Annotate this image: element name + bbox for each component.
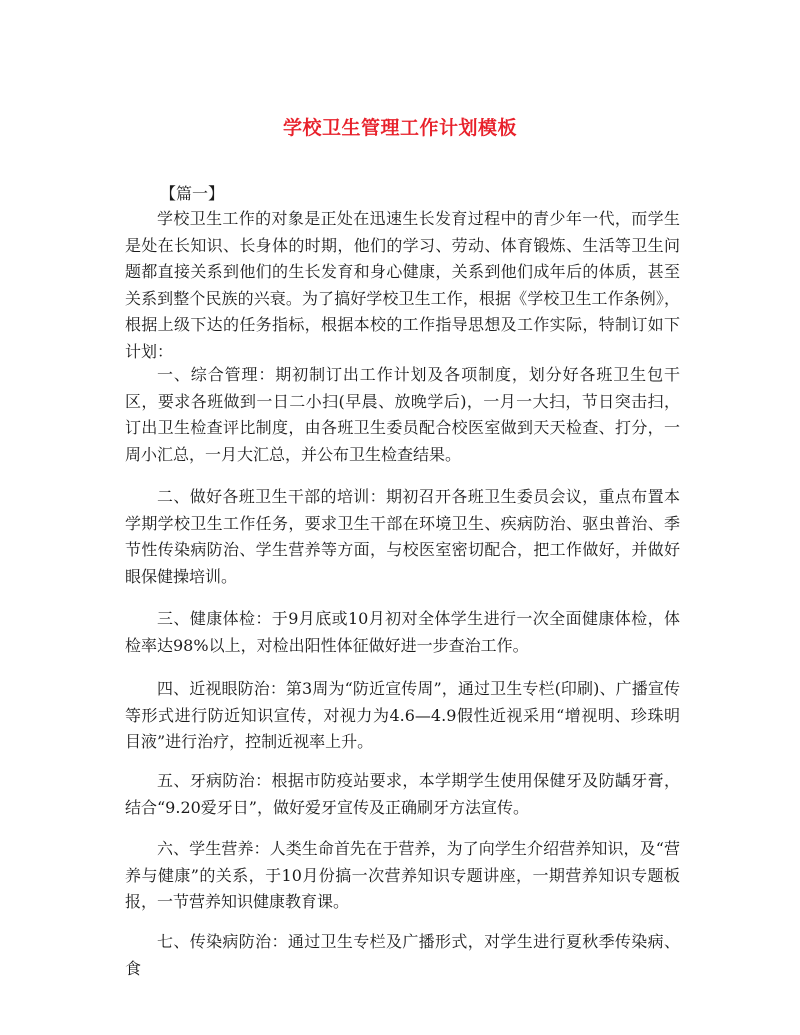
paragraph-intro: 学校卫生工作的对象是正处在迅速生长发育过程中的青少年一代，而学生是处在长知识、长身体的时期，他们的学习、劳动、体育锻炼、生活等卫生问题都直接关系到他们的生长发育和身心健康，关系到他们成年后的体质，甚至关系到整个民族的兴衰。为了搞好学校卫生工作，根据《学校卫生工作条例》，根据上级下达的任务指标，根据本校的工作指导思想及工作实际，特制订如下计划： bbox=[125, 209, 680, 361]
paragraph-3: 三、健康体检：于9月底或10月初对全体学生进行一次全面健康体检，体检率达98%以上，对检出阳性体征做好进一步查治工作。 bbox=[125, 609, 680, 655]
paragraph-4: 四、近视眼防治：第3周为“防近宣传周”，通过卫生专栏(印刷)、广播宣传等形式进行防近知识宣传，对视力为4.6—4.9假性近视采用“增视明、珍珠明目液”进行治疗，控制近视率上升。 bbox=[125, 679, 680, 751]
paragraph-7: 七、传染病防治：通过卫生专栏及广播形式，对学生进行夏秋季传染病、食 bbox=[125, 932, 680, 978]
section-label: 【篇一】 bbox=[160, 184, 225, 203]
paragraph-2: 二、做好各班卫生干部的培训：期初召开各班卫生委员会议，重点布置本学期学校卫生工作任务，要求卫生干部在环境卫生、疾病防治、驱虫普治、季节性传染病防治、学生营养等方面，与校医室密切配合，把工作做好，并做好眼保健操培训。 bbox=[125, 487, 680, 586]
document-title: 学校卫生管理工作计划模板 bbox=[282, 117, 517, 139]
paragraph-1: 一、综合管理：期初制订出工作计划及各项制度，划分好各班卫生包干区，要求各班做到一日二小扫(早晨、放晚学后)，一月一大扫，节日突击扫，订出卫生检查评比制度，由各班卫生委员配合校医室做到天天检查、打分，一周小汇总，一月大汇总，并公布卫生检查结果。 bbox=[125, 365, 680, 464]
paragraph-5: 五、牙病防治：根据市防疫站要求，本学期学生使用保健牙及防龋牙膏，结合“9.20爱牙日”，做好爱牙宣传及正确刷牙方法宣传。 bbox=[125, 771, 680, 817]
paragraph-6: 六、学生营养：人类生命首先在于营养，为了向学生介绍营养知识，及“营养与健康”的关系，于10月份搞一次营养知识专题讲座，一期营养知识专题板报，一节营养知识健康教育课。 bbox=[125, 839, 680, 911]
